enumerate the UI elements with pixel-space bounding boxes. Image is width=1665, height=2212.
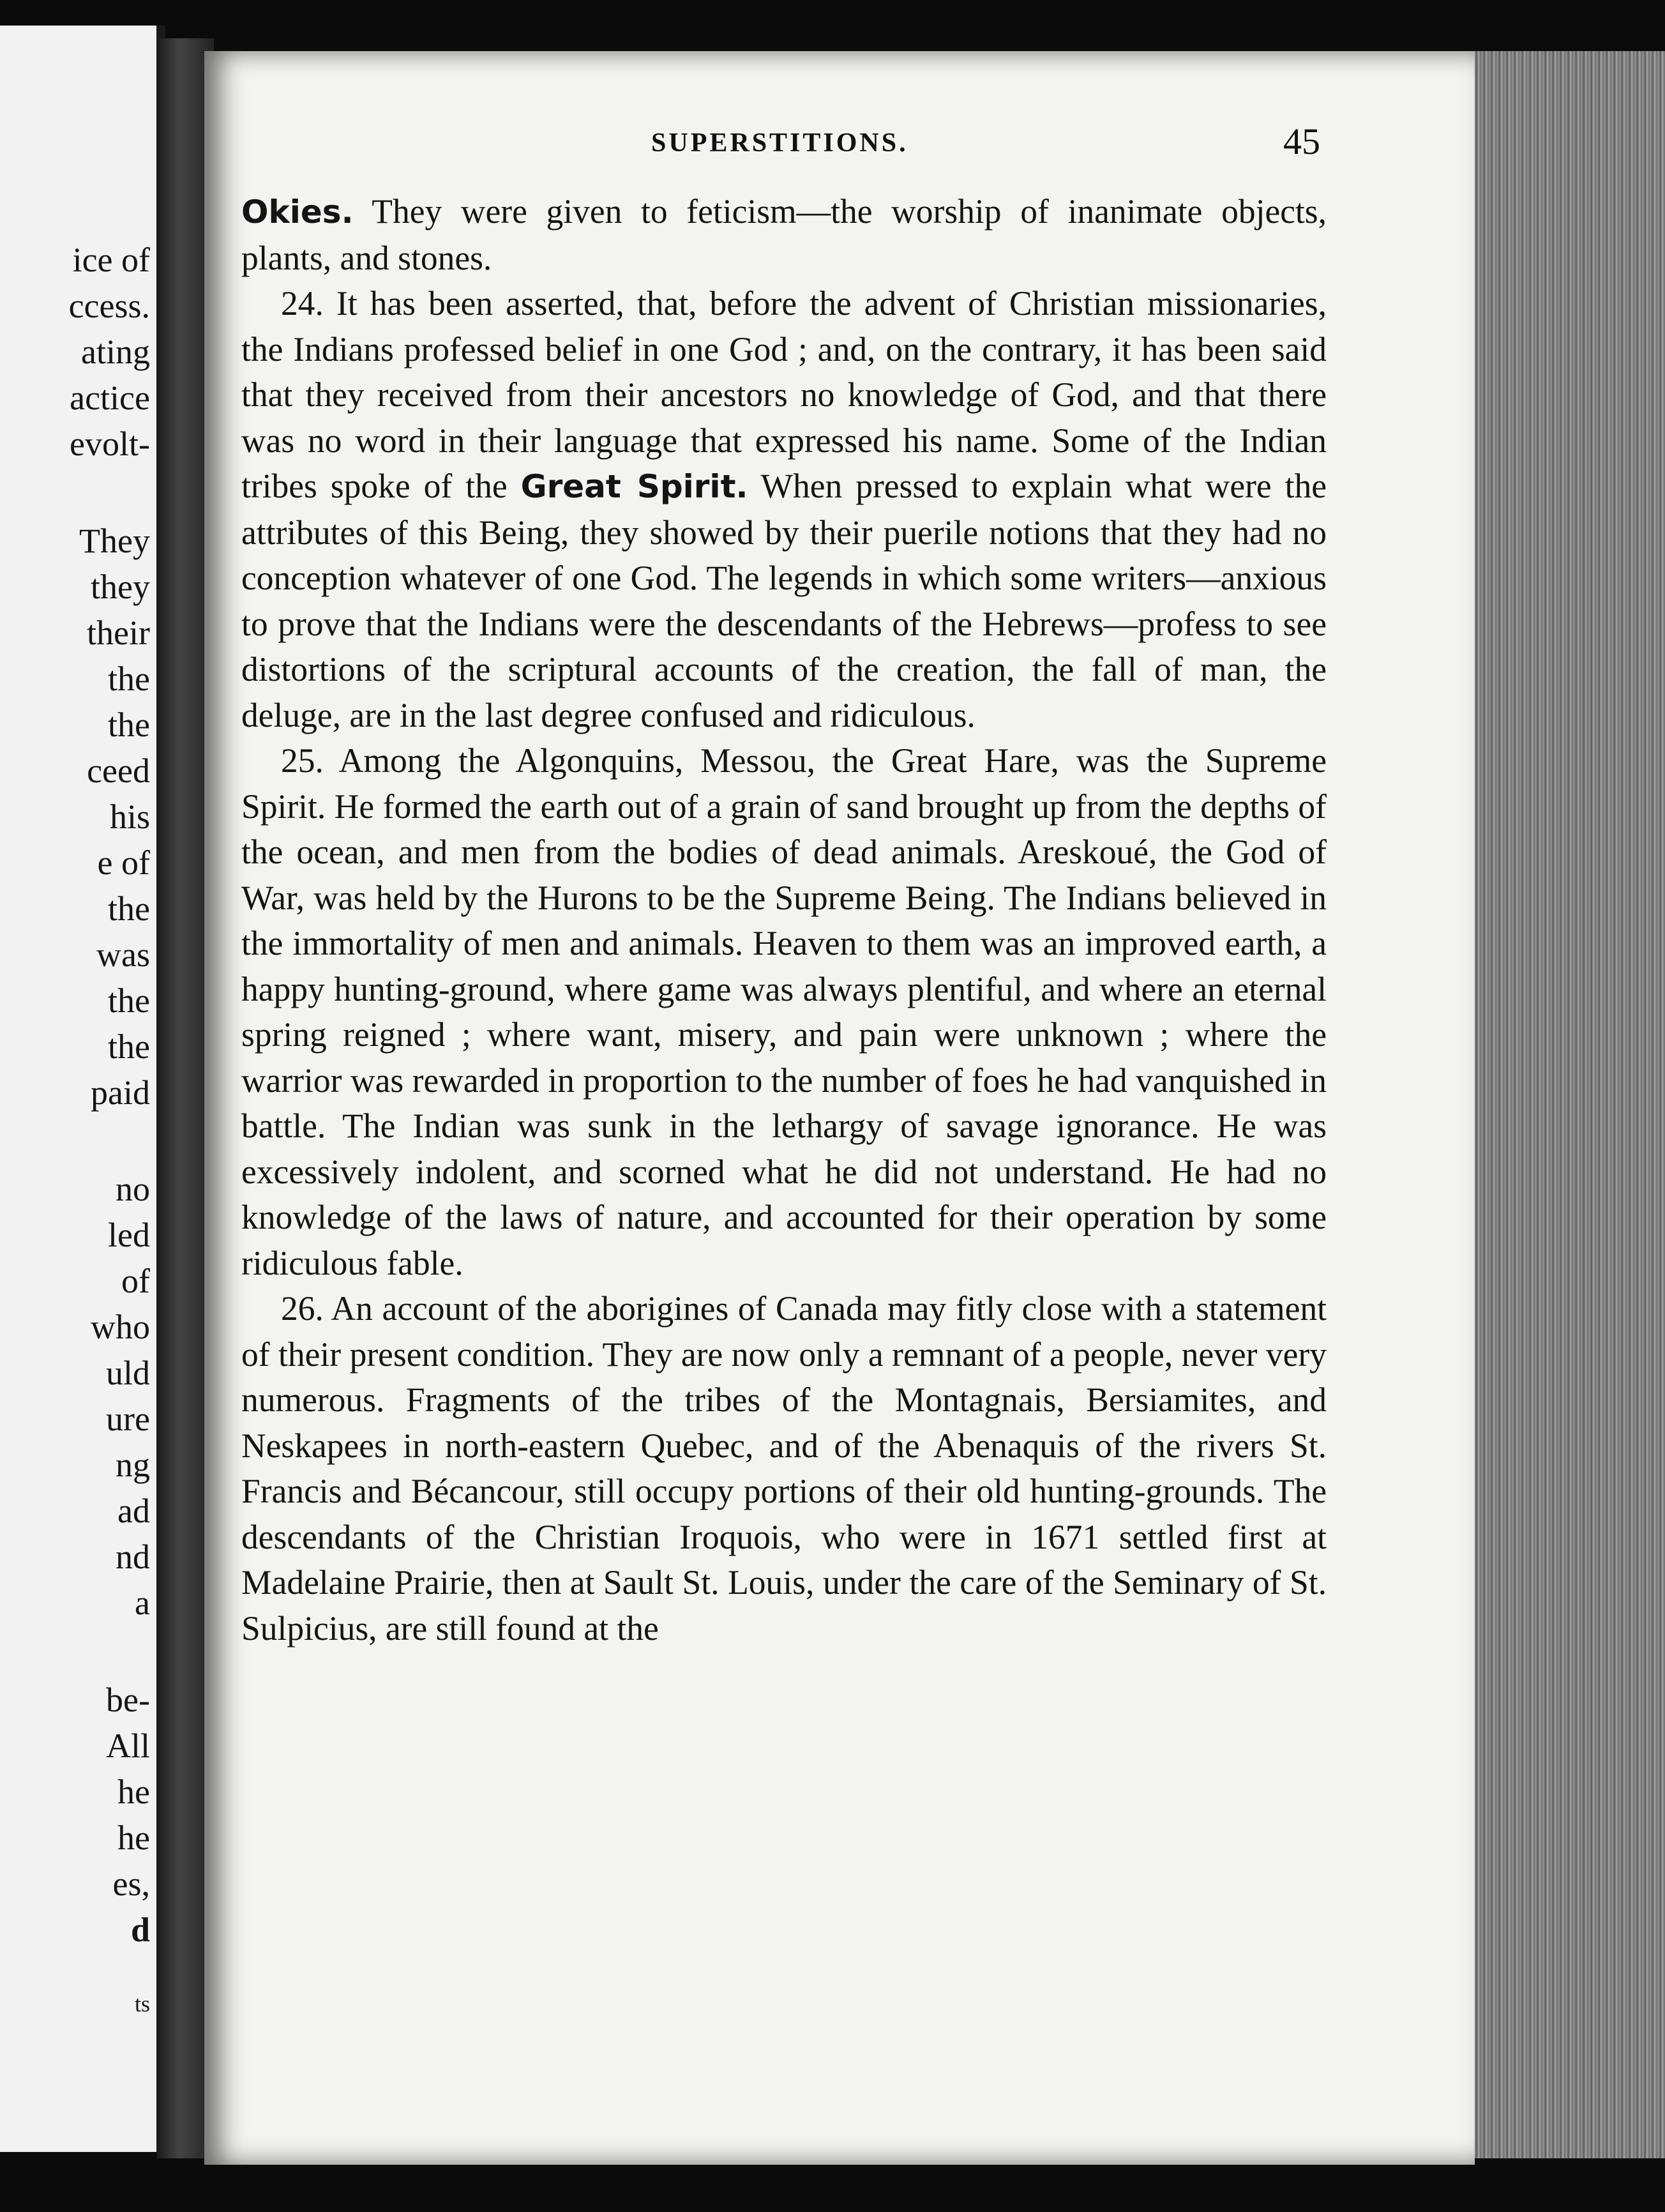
page-number: 45 (1283, 121, 1320, 162)
left-page-fragment: of (121, 1262, 150, 1300)
left-page-fragment: be- (106, 1681, 150, 1719)
left-page-fragment: uld (105, 1354, 150, 1392)
left-page-fragment: d (130, 1911, 150, 1949)
paragraph-text: 26. An account of the aborigines of Canada may fitly close with a statement of their present condition. They are now only a remnant of a people, never very numerous. Fragments of the tribes of the Montagnais, Bersiamites, and Neskapees in north-eastern Quebec, and of the Abenaquis of the rivers St. Francis and Bécancour, still occupy portions of their old hunting-grounds. The descendants of the Christian Iroquois, who were in 1671 settled first at Madelaine Prairie, then at Sault St. Louis, under the care of the Seminary of St. Sulpicius, are still found at the (241, 1289, 1327, 1648)
paragraph-text: When pressed to explain what were the attributes of this Being, they showed by their puerile notions that they had no conception whatever of one God. The legends in which some writers—anxious to prove that the Indians were the descendants of the Hebrews—profess to see distortions of the scriptural accounts of the creation, the fall of man, the deluge, are in the last degree confused and ridiculous. (241, 467, 1327, 734)
page-edges (1475, 51, 1665, 2158)
left-page-fragment: the (108, 660, 150, 698)
left-page-fragment: ating (81, 333, 150, 371)
left-page-fragment: a (135, 1584, 150, 1622)
left-page-fragment: actice (70, 379, 150, 417)
left-page-fragment: led (108, 1216, 150, 1254)
facing-page-left (0, 26, 165, 2152)
left-page-fragment: All (105, 1727, 150, 1765)
left-page-fragment: no (116, 1170, 150, 1208)
left-page-fragment: e of (97, 844, 150, 882)
paragraph-text: 25. Among the Algonquins, Messou, the Great Hare, was the Supreme Spirit. He formed the earth out of a grain of sand brought up from the depths of the ocean, and men from the bodies of dead animals. Areskoué, the God of War, was held by the Hurons to be the Supreme Being. The Indians believed in the immortality of men and animals. Heaven to them was an improved earth, a happy hunting-ground, where game was always plentiful, and where an eternal spring reigned ; where want, misery, and pain were unknown ; where the warrior was rewarded in proportion to the number of foes he had vanquished in battle. The Indian was sunk in the lethargy of savage ignorance. He was excessively indolent, and scorned what he did not understand. He had no knowledge of the laws of nature, and accounted for their operation by some ridiculous fable. (241, 741, 1327, 1282)
bold-term: Okies. (241, 193, 354, 231)
left-page-fragment: his (109, 798, 150, 836)
left-page-fragment: they (91, 568, 150, 606)
paragraph-26 (241, 1286, 1327, 1651)
left-page-fragment: he (117, 1773, 150, 1811)
left-page-fragment: ng (116, 1446, 150, 1484)
paragraph-24 (241, 281, 1327, 738)
left-page-fragment: who (91, 1308, 150, 1346)
bold-term: Great Spirit. (520, 468, 748, 505)
left-page-fragment: was (96, 936, 150, 974)
paragraph-25 (241, 738, 1327, 1286)
left-page-fragment: the (108, 890, 150, 928)
paragraph-text: 24. It has been asserted, that, before the advent of Christian missionaries, the Indians professed belief in one God ; and, on the contrary, it has been said that they received from their ancestors no knowledge of God, and that there was no word in their language that expressed his name. Some of the Indian tribes spoke of the (241, 284, 1327, 505)
left-page-fragment: he (117, 1819, 150, 1857)
left-page-fragment: ice of (72, 241, 150, 279)
paragraph-text: They were given to feticism—the worship of inanimate objects, plants, and stones. (241, 192, 1327, 277)
left-page-fragment: ad (117, 1492, 150, 1530)
paragraph-okies (241, 189, 1327, 281)
left-page-fragment: nd (116, 1538, 150, 1576)
left-page-fragment: They (79, 522, 150, 560)
left-page-fragment: ts (134, 1991, 150, 2017)
left-page-fragment: es, (112, 1865, 150, 1903)
left-page-fragment: their (87, 614, 150, 652)
left-page-fragment: ceed (87, 752, 150, 790)
left-page-fragment: evolt- (70, 425, 150, 463)
left-page-fragment: ure (106, 1400, 150, 1438)
running-title: SUPERSTITIONS. (651, 128, 908, 158)
left-page-fragment: paid (91, 1073, 150, 1112)
left-page-fragment: the (108, 981, 150, 1020)
left-page-fragment: the (108, 706, 150, 744)
left-page-fragment: the (108, 1027, 150, 1066)
page-body-text (241, 189, 1327, 1651)
left-page-fragment: ccess. (68, 287, 150, 325)
